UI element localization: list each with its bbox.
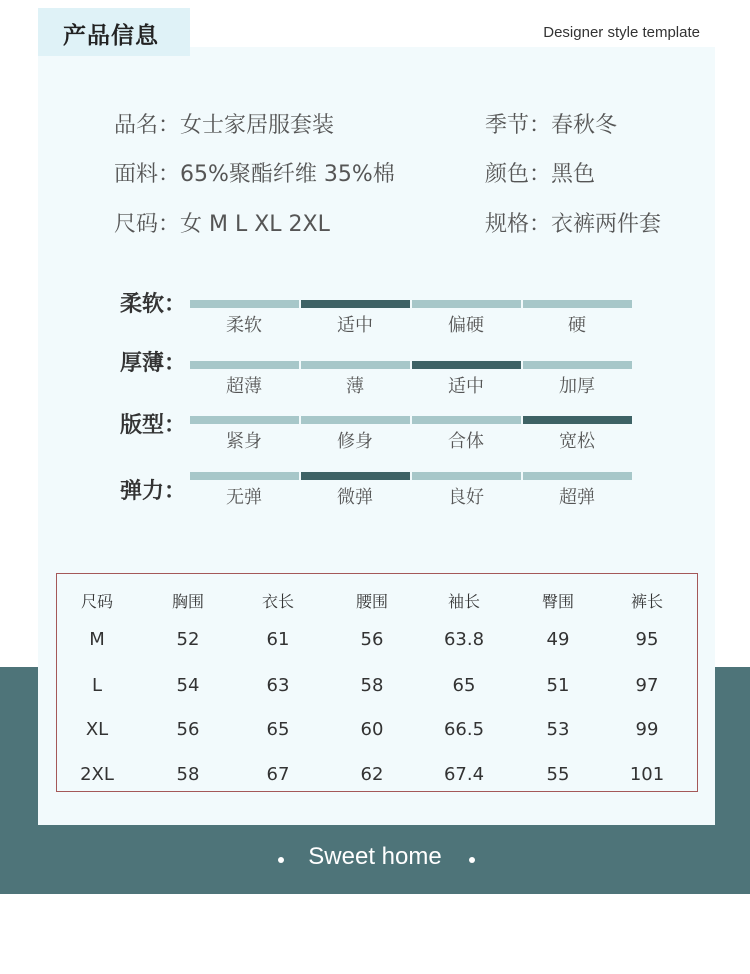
scale-segment [412, 416, 521, 424]
footer-dot-right [469, 857, 475, 863]
size-table [56, 573, 698, 792]
scale-segment-selected [301, 472, 410, 480]
scale-segment [412, 300, 521, 308]
table-cell: 58 [176, 764, 200, 785]
page-title: 产品信息 [63, 23, 159, 49]
table-cell: 95 [635, 629, 659, 650]
info-color: 颜色：黑色 [485, 162, 596, 187]
table-cell: 55 [546, 764, 570, 785]
table-cell: 61 [266, 629, 290, 650]
scale-segment [190, 416, 299, 424]
scale-option-label: 修身 [337, 431, 373, 452]
table-header-cell: 腰围 [355, 592, 388, 611]
scale-label: 厚薄： [120, 351, 187, 376]
table-cell: 52 [176, 629, 200, 650]
info-fabric: 面料：65%聚酯纤维 35%棉 [114, 162, 395, 187]
scale-label: 版型： [120, 413, 187, 438]
info-product-name: 品名：女士家居服套装 [114, 113, 335, 138]
table-cell: 99 [635, 719, 659, 740]
scale-segment [190, 472, 299, 480]
scale-segment [412, 472, 521, 480]
scale-segment [190, 361, 299, 369]
scale-segment-selected [412, 361, 521, 369]
table-header-cell: 臀围 [541, 592, 574, 611]
table-cell: 51 [546, 675, 570, 696]
table-cell: 54 [176, 675, 200, 696]
scale-segment-selected [301, 300, 410, 308]
table-cell: L [91, 675, 103, 696]
scale-segment [301, 361, 410, 369]
table-cell: 60 [360, 719, 384, 740]
table-cell: 58 [360, 675, 384, 696]
table-cell: 63 [266, 675, 290, 696]
scale-segment-selected [523, 416, 632, 424]
table-cell: 56 [176, 719, 200, 740]
scale-segment [301, 416, 410, 424]
scale-option-label: 偏硬 [448, 315, 484, 336]
table-header-cell: 衣长 [261, 592, 294, 611]
scale-label: 弹力： [120, 479, 187, 504]
scale-option-label: 良好 [448, 487, 484, 508]
info-season: 季节：春秋冬 [485, 113, 618, 138]
scale-option-label: 紧身 [226, 431, 262, 452]
scale-label: 柔软： [120, 292, 187, 317]
scale-option-label: 适中 [448, 376, 484, 397]
scale-option-label: 合体 [448, 431, 484, 452]
scale-option-label: 微弹 [337, 487, 373, 508]
table-cell: 97 [635, 675, 659, 696]
table-cell: 49 [546, 629, 570, 650]
table-header-cell: 尺码 [80, 592, 113, 611]
table-header-cell: 袖长 [447, 592, 480, 611]
scale-option-label: 超薄 [226, 376, 262, 397]
scale-option-label: 宽松 [559, 431, 595, 452]
footer-text: Sweet home [308, 843, 442, 870]
table-cell: 56 [360, 629, 384, 650]
table-cell: M [89, 629, 105, 650]
scale-segment [523, 472, 632, 480]
table-cell: 2XL [80, 764, 114, 785]
table-cell: 63.8 [443, 629, 485, 650]
table-cell: 66.5 [443, 719, 485, 740]
scale-option-label: 加厚 [559, 376, 595, 397]
table-cell: 67.4 [443, 764, 485, 785]
table-cell: 62 [360, 764, 384, 785]
table-header-cell: 裤长 [630, 592, 663, 611]
scale-segment [523, 300, 632, 308]
table-cell: XL [85, 719, 109, 740]
table-cell: 53 [546, 719, 570, 740]
scale-segment [523, 361, 632, 369]
info-spec: 规格：衣裤两件套 [485, 212, 662, 237]
table-cell: 101 [629, 764, 665, 785]
table-header-cell: 胸围 [171, 592, 204, 611]
designer-caption: Designer style template [543, 24, 700, 41]
table-cell: 67 [266, 764, 290, 785]
table-cell: 65 [452, 675, 476, 696]
scale-option-label: 薄 [346, 376, 364, 397]
scale-option-label: 超弹 [559, 487, 595, 508]
scale-option-label: 柔软 [226, 315, 262, 336]
table-cell: 65 [266, 719, 290, 740]
scale-option-label: 适中 [337, 315, 373, 336]
scale-option-label: 硬 [568, 315, 586, 336]
scale-option-label: 无弹 [226, 487, 262, 508]
scale-segment [190, 300, 299, 308]
info-sizes: 尺码：女 M L XL 2XL [114, 212, 330, 237]
